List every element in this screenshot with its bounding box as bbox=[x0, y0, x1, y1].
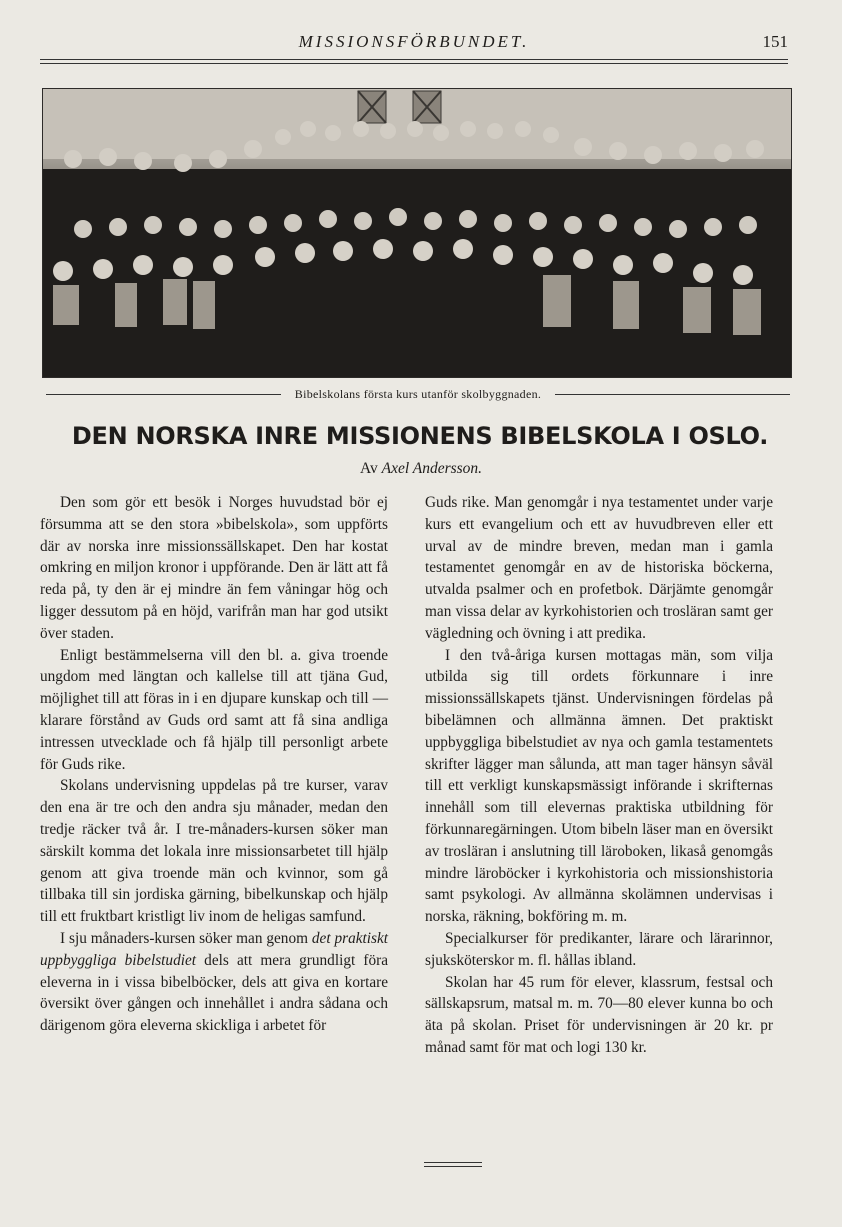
paragraph bbox=[40, 928, 388, 1037]
byline bbox=[0, 460, 842, 478]
left-column bbox=[40, 492, 388, 1037]
paragraph: I den två-åriga kursen mottagas män, som vilja utbilda sig till ordets förkunnare i inre missionssällskapets tjänst. Undervisningen fördelas på bibelämnen och allmänna ämnen. Det praktiskt uppbyggliga bibelstudiet av nya och gamla testamentets skrifter lägger man sålunda, att man tager hänsyn såväl till ett verkligt kunskapsmässigt införande i skrifternas innehåll som till elevernas praktiska utbildning för förkunnaregärningen. Utom bibeln läser man en översikt av trosläran i anslutning till läroboken, likaså genomgås mindre läroböcker i kyrkohistoria och missionshistoria samt psykologi. Av allmänna skolämnen undervisas i norska, räkning, bokföring m. m. bbox=[425, 646, 773, 926]
author-name: Axel Andersson. bbox=[381, 460, 483, 477]
paragraph: Den som gör ett besök i Norges huvudstad bör ej försumma att se den stora »bibelskola», som uppförts där av norska inre missionssällskapet. Den har kostat omkring en miljon kronor i uppförande. Den är lätt att få reda på, ty den är ej mindre än fem våningar hög och ligger dessutom på en höjd, varifrån man har god utsikt över staden. bbox=[40, 494, 388, 642]
header-rule-double bbox=[40, 63, 788, 64]
paragraph: Specialkurser för predikanter, lärare och lärarinnor, sjuksköterskor m. fl. hållas ibland. bbox=[425, 929, 773, 969]
paragraph-text: I sju månaders-kursen söker man genom bbox=[60, 929, 308, 947]
group-photo-illustration bbox=[43, 89, 791, 377]
paragraph: Skolans undervisning uppdelas på tre kurser, varav den ena är tre och den andra sju månader, medan den tredje räcker två år. I tre-månaders-kursen söker man särskilt komma det lokala inre missionsarbetet till hjälp genom att giva troende män och kvinnor, som gå tillbaka till sin jordiska gärning, bibelkunskap och hjälp till ett fruktbart kristligt liv inom de heligas samfund. bbox=[40, 777, 388, 926]
running-title: MISSIONSFÖRBUNDET. bbox=[298, 32, 530, 51]
paragraph: Enligt bestämmelserna vill den bl. a. giva troende ungdom med längtan och kallelse till att tjäna Gud, möjlighet till att föras in i en djupare kunskap och till — klarare förstånd av Guds ord samt att få sina andliga intressen utvecklade och få hjälp till personligt arbete för Guds rike. bbox=[40, 646, 388, 773]
article-title: DEN NORSKA INRE MISSIONENS BIBELSKOLA I OSLO. bbox=[71, 422, 769, 450]
page-number: 151 bbox=[762, 32, 788, 51]
end-rule bbox=[424, 1162, 482, 1170]
byline-prefix: Av bbox=[359, 460, 378, 477]
paragraph-text: dels att mera grundligt föra eleverna in i vissa bibelböcker, dels att giva en kortare översikt över gången och innehållet i andra sådana och därigenom göra eleverna skickliga i arbetet för bbox=[40, 951, 388, 1035]
paragraph: Guds rike. Man genomgår i nya testamentet under varje kurs ett evangelium och ett av huvudbreven eller ett urval av de mindre breven, medan man i gamla testamentet genomgår en av de historiska böckerna, utvalda psalmer och en profetbok. Därjämte genomgår man vissa delar av kyrkohistorien och trosläran samt ger vägledning och övning i att predika. bbox=[425, 494, 773, 642]
header-rule bbox=[40, 59, 788, 60]
emphasis-text: det praktiskt uppbyggliga bibelstudiet bbox=[40, 929, 389, 969]
paragraph: Skolan har 45 rum för elever, klassrum, festsal och sällskapsrum, matsal m. m. 70—80 elever kunna bo och äta på skolan. Priset för undervisningen är 20 kr. pr månad samt för mat och logi 130 kr. bbox=[425, 973, 773, 1056]
photo-caption-row bbox=[46, 384, 790, 404]
caption-rule-right bbox=[555, 394, 790, 395]
photo-caption: Bibelskolans första kurs utanför skolbyggnaden. bbox=[294, 386, 542, 401]
right-column bbox=[425, 492, 773, 1059]
group-photo bbox=[42, 88, 792, 378]
page-header bbox=[40, 28, 788, 68]
caption-rule-left bbox=[46, 394, 281, 395]
